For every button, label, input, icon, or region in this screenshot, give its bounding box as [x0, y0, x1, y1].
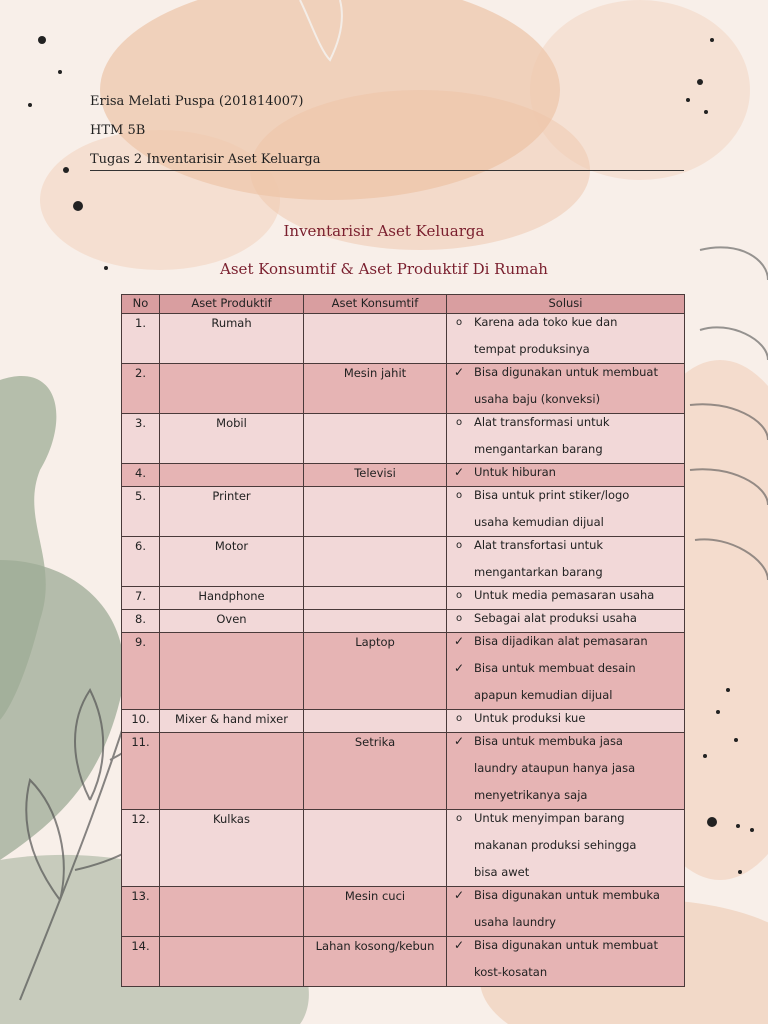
cell-produktif [160, 810, 304, 887]
cell-solusi [447, 733, 685, 810]
solution-text: Bisa digunakan untuk membuka [474, 888, 660, 902]
cell-no-text: 6. [135, 539, 146, 553]
col-header-solusi: Solusi [447, 295, 685, 314]
solution-text: usaha kemudian dijual [474, 515, 604, 529]
cell-solusi [447, 414, 685, 464]
cell-solusi [447, 487, 685, 537]
solution-line [453, 728, 680, 755]
cell-no [122, 633, 160, 710]
assignment-line: Tugas 2 Inventarisir Aset Keluarga [90, 152, 321, 167]
cell-konsumtif [304, 937, 447, 987]
cell-no-text: 4. [135, 466, 146, 480]
table-row [122, 733, 685, 810]
cell-konsumtif-text: Laptop [355, 635, 395, 649]
solution-text: Alat transfortasi untuk [474, 538, 604, 552]
checkmark-icon: ✓ [453, 365, 465, 379]
cell-konsumtif [304, 710, 447, 733]
cell-produktif-text: Handphone [198, 589, 265, 603]
cell-produktif [160, 610, 304, 633]
cell-produktif [160, 314, 304, 364]
cell-no [122, 364, 160, 414]
solution-line [474, 755, 680, 782]
table-row [122, 414, 685, 464]
cell-no [122, 733, 160, 810]
cell-no-text: 5. [135, 489, 146, 503]
sub-title: Aset Konsumtif & Aset Produktif Di Rumah [220, 260, 548, 278]
cell-produktif-text [160, 633, 303, 634]
cell-no-text: 9. [135, 635, 146, 649]
cell-no [122, 937, 160, 987]
cell-produktif [160, 887, 304, 937]
cell-solusi [447, 633, 685, 710]
solution-line [474, 959, 680, 986]
document-header [90, 92, 684, 179]
cell-solusi [447, 810, 685, 887]
solution-line [453, 655, 680, 682]
cell-konsumtif [304, 733, 447, 810]
solution-text: Untuk produksi kue [474, 711, 586, 725]
solution-text: usaha baju (konveksi) [474, 392, 601, 406]
cell-konsumtif [304, 314, 447, 364]
solution-line [453, 882, 680, 909]
checkmark-icon: ✓ [453, 661, 465, 675]
cell-no-text: 10. [131, 712, 150, 726]
cell-no [122, 314, 160, 364]
cell-produktif-text: Mixer & hand mixer [175, 712, 288, 726]
cell-no-text: 7. [135, 589, 146, 603]
cell-produktif [160, 464, 304, 487]
checkmark-icon: ✓ [453, 734, 465, 748]
checkmark-icon: ✓ [453, 634, 465, 648]
cell-no-text: 3. [135, 416, 146, 430]
solution-text: Untuk hiburan [474, 465, 556, 479]
solution-line [455, 805, 680, 832]
solution-text: Karena ada toko kue dan [474, 315, 618, 329]
solution-line [453, 932, 680, 959]
cell-produktif [160, 587, 304, 610]
table-row [122, 314, 685, 364]
cell-no [122, 464, 160, 487]
circle-bullet-icon: o [455, 540, 463, 551]
solution-line [455, 482, 680, 509]
cell-konsumtif-text [304, 710, 446, 711]
solution-line [455, 409, 680, 436]
cell-no-text: 2. [135, 366, 146, 380]
solution-text: usaha laundry [474, 915, 556, 929]
table-row [122, 633, 685, 710]
cell-produktif [160, 487, 304, 537]
cell-no [122, 810, 160, 887]
cell-konsumtif [304, 887, 447, 937]
col-header-produktif: Aset Produktif [160, 295, 304, 314]
cell-no-text: 8. [135, 612, 146, 626]
cell-konsumtif-text [304, 537, 446, 538]
cell-produktif-text [160, 937, 303, 938]
solution-text: Untuk menyimpan barang [474, 811, 625, 825]
solution-text: Untuk media pemasaran usaha [474, 588, 655, 602]
cell-konsumtif [304, 364, 447, 414]
solution-line [474, 832, 680, 859]
cell-solusi [447, 364, 685, 414]
table-row [122, 810, 685, 887]
checkmark-icon: ✓ [453, 938, 465, 952]
solution-text: Bisa untuk membuat desain [474, 661, 636, 675]
solution-line [455, 532, 680, 559]
table-row [122, 937, 685, 987]
cell-konsumtif [304, 633, 447, 710]
table-body [122, 314, 685, 987]
circle-bullet-icon: o [455, 813, 463, 824]
cell-konsumtif-text [304, 587, 446, 588]
cell-produktif [160, 537, 304, 587]
solution-text: mengantarkan barang [474, 442, 603, 456]
cell-solusi [447, 937, 685, 987]
cell-produktif-text [160, 464, 303, 465]
circle-bullet-icon: o [455, 417, 463, 428]
table-row [122, 487, 685, 537]
cell-no [122, 487, 160, 537]
cell-solusi [447, 887, 685, 937]
class-line: HTM 5B [90, 123, 146, 138]
cell-konsumtif-text [304, 810, 446, 811]
solution-line [453, 359, 680, 386]
solution-text: makanan produksi sehingga [474, 838, 637, 852]
cell-solusi [447, 537, 685, 587]
solution-text: Alat transformasi untuk [474, 415, 610, 429]
solution-line [453, 628, 680, 655]
solution-line [455, 309, 680, 336]
solution-text: Bisa dijadikan alat pemasaran [474, 634, 648, 648]
cell-produktif-text: Mobil [216, 416, 247, 430]
cell-produktif-text: Printer [212, 489, 251, 503]
circle-bullet-icon: o [455, 713, 463, 724]
solution-text: mengantarkan barang [474, 565, 603, 579]
solution-text: menyetrikanya saja [474, 788, 588, 802]
cell-no [122, 610, 160, 633]
cell-no-text: 13. [131, 889, 150, 903]
cell-no [122, 587, 160, 610]
cell-produktif-text [160, 887, 303, 888]
main-title: Inventarisir Aset Keluarga [283, 222, 485, 240]
cell-produktif [160, 414, 304, 464]
cell-konsumtif-text [304, 414, 446, 415]
solution-text: bisa awet [474, 865, 530, 879]
circle-bullet-icon: o [455, 317, 463, 328]
cell-no-text: 14. [131, 939, 150, 953]
cell-produktif [160, 633, 304, 710]
cell-konsumtif-text: Mesin cuci [344, 889, 406, 903]
cell-no-text: 11. [131, 735, 150, 749]
cell-konsumtif-text [304, 487, 446, 488]
cell-produktif [160, 364, 304, 414]
circle-bullet-icon: o [455, 590, 463, 601]
asset-table [121, 294, 685, 987]
cell-produktif-text [160, 364, 303, 365]
cell-no-text: 12. [131, 812, 150, 826]
cell-konsumtif [304, 537, 447, 587]
cell-konsumtif-text: Mesin jahit [343, 366, 407, 380]
header-divider [90, 170, 684, 171]
cell-no-text: 1. [135, 316, 146, 330]
checkmark-icon: ✓ [453, 888, 465, 902]
solution-text: Bisa untuk membuka jasa [474, 734, 623, 748]
col-header-konsumtif: Aset Konsumtif [304, 295, 447, 314]
cell-no [122, 414, 160, 464]
cell-konsumtif-text: Televisi [354, 466, 396, 480]
cell-produktif-text [160, 733, 303, 734]
cell-konsumtif-text [304, 314, 446, 315]
cell-produktif-text: Motor [214, 539, 249, 553]
solution-text: apapun kemudian dijual [474, 688, 613, 702]
solution-text: tempat produksinya [474, 342, 590, 356]
cell-konsumtif [304, 414, 447, 464]
cell-solusi [447, 314, 685, 364]
cell-no [122, 537, 160, 587]
cell-produktif [160, 937, 304, 987]
cell-produktif-text: Oven [216, 612, 247, 626]
cell-konsumtif [304, 587, 447, 610]
cell-konsumtif [304, 464, 447, 487]
circle-bullet-icon: o [455, 490, 463, 501]
table-row [122, 364, 685, 414]
cell-produktif-text: Rumah [211, 316, 252, 330]
cell-konsumtif [304, 487, 447, 537]
solution-text: Bisa digunakan untuk membuat [474, 365, 658, 379]
solution-text: Bisa digunakan untuk membuat [474, 938, 658, 952]
solution-text: Sebagai alat produksi usaha [474, 611, 637, 625]
circle-bullet-icon: o [455, 613, 463, 624]
cell-konsumtif-text: Setrika [354, 735, 396, 749]
cell-produktif-text: Kulkas [213, 812, 250, 826]
table-row [122, 887, 685, 937]
cell-konsumtif [304, 610, 447, 633]
solution-text: Bisa untuk print stiker/logo [474, 488, 630, 502]
cell-konsumtif [304, 810, 447, 887]
solution-text: laundry ataupun hanya jasa [474, 761, 636, 775]
table-row [122, 537, 685, 587]
author-line: Erisa Melati Puspa (201814007) [90, 94, 304, 109]
col-header-no: No [122, 295, 160, 314]
cell-no [122, 710, 160, 733]
cell-produktif [160, 710, 304, 733]
cell-konsumtif-text [304, 610, 446, 611]
checkmark-icon: ✓ [453, 465, 465, 479]
solution-text: kost-kosatan [474, 965, 548, 979]
cell-konsumtif-text: Lahan kosong/kebun [315, 939, 435, 953]
cell-produktif [160, 733, 304, 810]
cell-no [122, 887, 160, 937]
